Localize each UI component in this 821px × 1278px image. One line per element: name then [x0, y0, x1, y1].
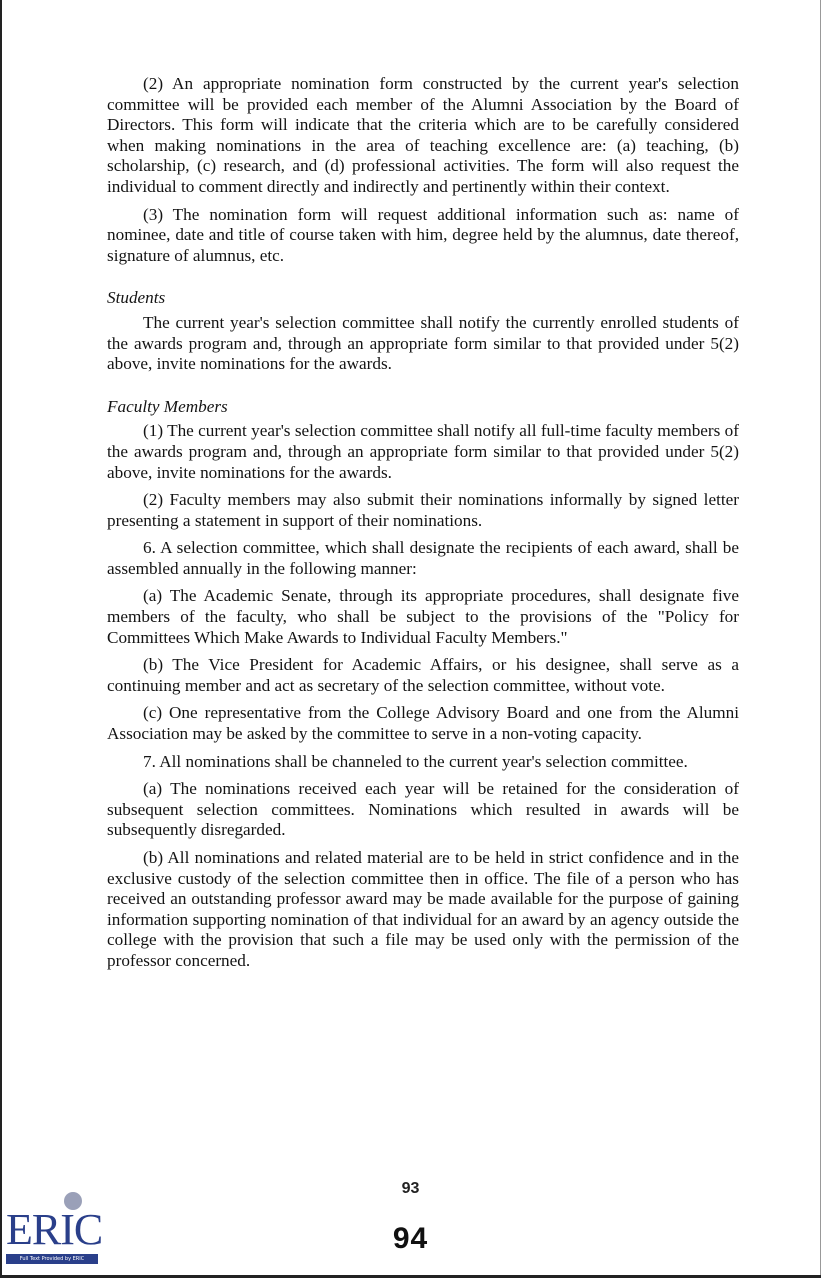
paragraph-section-6b: (b) The Vice President for Academic Affairs, or his designee, shall serve as a continuing member and act as secretary of the selection committee, without vote. — [107, 655, 739, 695]
heading-students: Students — [107, 288, 166, 308]
fiche-page-number: 94 — [392, 1222, 429, 1255]
paragraph-section-7a: (a) The nominations received each year will be retained for the consideration of subsequent selection committees. Nominations which resulted in awards will be subsequently disregarded. — [107, 779, 739, 840]
page-body — [107, 74, 739, 972]
paragraph-section-7-intro: 7. All nominations shall be channeled to the current year's selection committee. — [143, 751, 688, 771]
eric-logo — [6, 1192, 103, 1272]
paragraph-section-6c: (c) One representative from the College Advisory Board and one from the Alumni Association may be asked by the committee to serve in a non-voting capacity. — [107, 703, 739, 744]
eric-logo-tagline: Full Text Provided by ERIC — [6, 1254, 98, 1264]
paragraph-section-7b: (b) All nominations and related material are to be held in strict confidence and in the exclusive custody of the selection committee then in office. The file of a person who has received an outstanding professor award may be made available for the purpose of gaining information supporting nomination of that individual for an award by an agency outside the college with the provision that such a file may be used only with the permission of the professor concerned. — [107, 848, 739, 970]
page-number: 93 — [401, 1180, 420, 1197]
paragraph-section-6-intro: 6. A selection committee, which shall designate the recipients of each award, shall be assembled annually in the following manner: — [107, 538, 739, 578]
paragraph-faculty-2: (2) Faculty members may also submit their nominations informally by signed letter presenting a statement in support of their nominations. — [107, 490, 739, 530]
paragraph-students: The current year's selection committee shall notify the currently enrolled students of the awards program and, through an appropriate form similar to that provided under 5(2) above, invite nominations for the awards. — [107, 312, 739, 374]
paragraph-additional-info: (3) The nomination form will request additional information such as: name of nominee, date and title of course taken with him, degree held by the alumnus, date thereof, signature of alumnus, etc. — [107, 204, 739, 265]
paragraph-section-6a: (a) The Academic Senate, through its appropriate procedures, shall designate five members of the faculty, who shall be subject to the provisions of the "Policy for Committees Which Make Awards to Individual Faculty Members." — [107, 586, 739, 647]
heading-faculty-members: Faculty Members — [107, 396, 228, 416]
paragraph-faculty-1: (1) The current year's selection committee shall notify all full-time faculty members of the awards program and, through an appropriate form similar to that provided under 5(2) above, invite nominations for the awards. — [107, 421, 739, 482]
eric-logo-wordmark: ERIC — [6, 1205, 103, 1254]
paragraph-nomination-form: (2) An appropriate nomination form constructed by the current year's selection committee will be provided each member of the Alumni Association by the Board of Directors. This form will indicate that the criteria which are to be carefully considered when making nominations in the area of teaching excellence are: (a) teaching, (b) scholarship, (c) research, and (d) professional activities. The form will also request the individual to comment directly and indirectly and pertinently within their context. — [107, 74, 739, 196]
scan-border-left — [0, 0, 2, 1278]
